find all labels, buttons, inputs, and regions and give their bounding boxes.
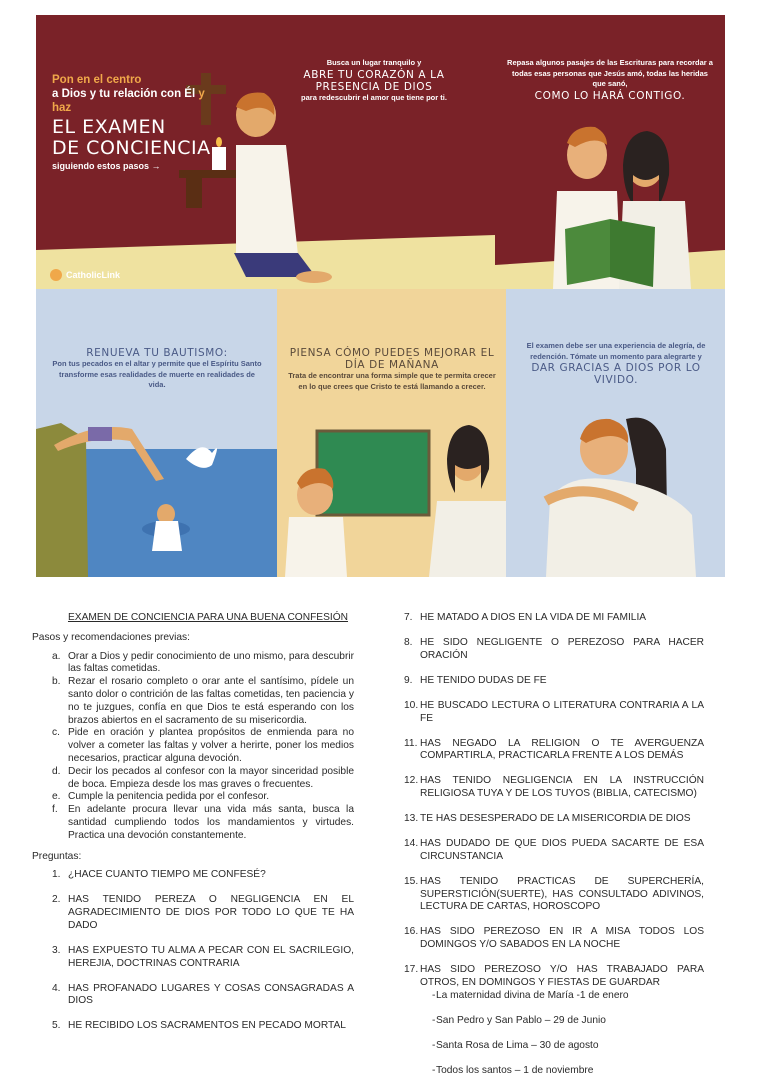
recommendation-item: d. Decir los pecados al confesor con la mayor sinceridad posible de boca. Empieza desde los mas graves o frecuentes. [52,765,354,790]
catholiclink-logo: CatholicLink [50,269,120,281]
recommendation-item: c. Pide en oración y plantea propósitos de enmienda para no volver a cometer las faltas y volver a herirte, poner los medios necesarios, practicar alguna devoción. [52,727,354,764]
question-item: 2. HAS TENIDO PEREZA O NEGLIGENCIA EN EL AGRADECIMIENTO DE DIOS POR TODO LO QUE TE HA DADO [52,894,354,931]
step-3-caption: RENUEVA TU BAUTISMO: Pon tus pecados en el altar y permite que el Espíritu Santo transforme esas realidades de muerte en realidades de vida. [52,347,262,389]
question-item: 3. HAS EXPUESTO TU ALMA A PECAR CON EL SACRILEGIO, HEREJIA, DOCTRINAS CONTRARIA [52,944,354,969]
recommendation-item: f. En adelante procura llevar una vida más santa, busca la santidad cumpliendo todos los mandamientos y virtudes. Practica una devoción constantemente. [52,804,354,841]
reading-bible-illustration [495,15,725,289]
step-2-caption: Repasa algunos pasajes de las Escrituras para recordar a todas esas personas que Jesús amó, todas las heridas que sanó, COMO LO HARÁ CONTIGO. [507,58,713,102]
feast-day-item: - La maternidad divina de María -1 de enero [420,990,704,1003]
blackboard-illustration [277,289,506,577]
question-item: 14. HAS DUDADO DE QUE DIOS PUEDA SACARTE DE ESA CIRCUNSTANCIA [404,838,704,862]
questions-list-left [32,869,354,1033]
embrace-illustration [506,289,725,577]
steps-label: siguiendo estos pasos → [52,161,161,171]
panel-baptism [36,289,277,577]
poster-title: EL EXAMEN DE CONCIENCIA [52,116,211,159]
recommendations-label: Pasos y recomendaciones previas: [32,631,190,643]
document-title: EXAMEN DE CONCIENCIA PARA UNA BUENA CONFESIÓN [67,612,349,623]
questions-label: Preguntas: [32,850,82,862]
panel-intro [36,15,495,289]
question-item: 13. TE HAS DESESPERADO DE LA MISERICORDIA DE DIOS [404,813,691,825]
recommendation-item: e. Cumple la penitencia pedida por el confesor. [52,791,270,803]
question-item: 4. HAS PROFANADO LUGARES Y COSAS CONSAGRADAS A DIOS [52,982,354,1007]
step-1-caption: Busca un lugar tranquilo y ABRE TU CORAZÓN A LA PRESENCIA DE DIOS para redescubrir el amor que tiene por ti. [301,58,447,102]
recommendations-list [32,651,354,843]
feast-days-list [420,990,704,1078]
feast-day-item: - San Pedro y San Pablo – 29 de Junio [420,1015,704,1028]
question-item: 1. ¿HACE CUANTO TIEMPO ME CONFESÉ? [52,869,266,881]
step-4-caption: PIENSA CÓMO PUEDES MEJORAR EL DÍA DE MAÑANA Trata de encontrar una forma simple que te permita crecer en lo que crees que Cristo te está llamando a crecer. [288,347,496,391]
right-column [404,612,704,1090]
recommendation-item: a. Orar a Dios y pedir conocimiento de uno mismo, para descubrir las faltas cometidas. [52,650,354,675]
panel-improve [277,289,506,577]
examen-poster [36,15,725,577]
recommendation-item: b. Rezar el rosario completo o orar ante el santísimo, pídele un santo dolor o contrición de las faltas cometidas, ten paciencia y no te juzgues, confía en que Dios te está esperando con los brazos abiertos en el sacramento de su misericordia. [52,676,354,726]
question-item: 16. HAS SIDO PEREZOSO EN IR A MISA TODOS LOS DOMINGOS Y/O SABADOS EN LA NOCHE [404,926,704,951]
step-5-caption: El examen debe ser una experiencia de alegría, de redención. Tómate un momento para alegrarte y DAR GRACIAS A DIOS POR LO VIVIDO. [526,341,706,386]
question-item: 5. HE RECIBIDO LOS SACRAMENTOS EN PECADO MORTAL [52,1020,346,1032]
question-item: 15. HAS TENIDO PRACTICAS DE SUPERCHERÍA, SUPERSTICIÓN(SUERTE), HAS CONSULTADO ADIVINOS, LECTURA DE CARTAS, HOROSCOPO [404,875,704,913]
panel-gratitude [506,289,725,577]
question-item: 10. HE BUSCADO LECTURA O LITERATURA CONTRARIA A LA FE [404,699,704,724]
question-item: 8. HE SIDO NEGLIGENTE O PEREZOSO PARA HACER ORACIÓN [404,636,704,661]
questions-list-right [404,612,704,1078]
logo-icon [50,269,62,281]
question-item: 11. HAS NEGADO LA RELIGION O TE AVERGUENZA COMPARTIRLA, PRACTICARLA FRENTE A LOS DEMÁS [404,737,704,762]
feast-day-item: - Todos los santos – 1 de noviembre [420,1065,704,1078]
left-column [32,612,354,1045]
question-item: 7. HE MATADO A DIOS EN LA VIDA DE MI FAMILIA [404,612,647,623]
question-item: 17. HAS SIDO PEREZOSO Y/O HAS TRABAJADO PARA OTROS, EN DOMINGOS Y FIESTAS DE GUARDAR - La maternidad divina de María -1 de enero - San Pedro y San Pablo – 29 de Junio - Santa Rosa de Lima – 30 de agosto - Todos los santos – 1 de noviembre [404,964,704,1077]
panel-scriptures [495,15,725,289]
feast-day-item: - Santa Rosa de Lima – 30 de agosto [420,1040,704,1053]
question-item: 9. HE TENIDO DUDAS DE FE [404,674,547,686]
baptism-illustration [36,289,277,577]
intro-lead: Pon en el centro a Dios y tu relación con Él y haz [52,74,205,114]
question-item: 12. HAS TENIDO NEGLIGENCIA EN LA INSTRUCCIÓN RELIGIOSA TUYA Y DE LOS TUYOS (BIBLIA, CATECISMO) [404,775,704,800]
